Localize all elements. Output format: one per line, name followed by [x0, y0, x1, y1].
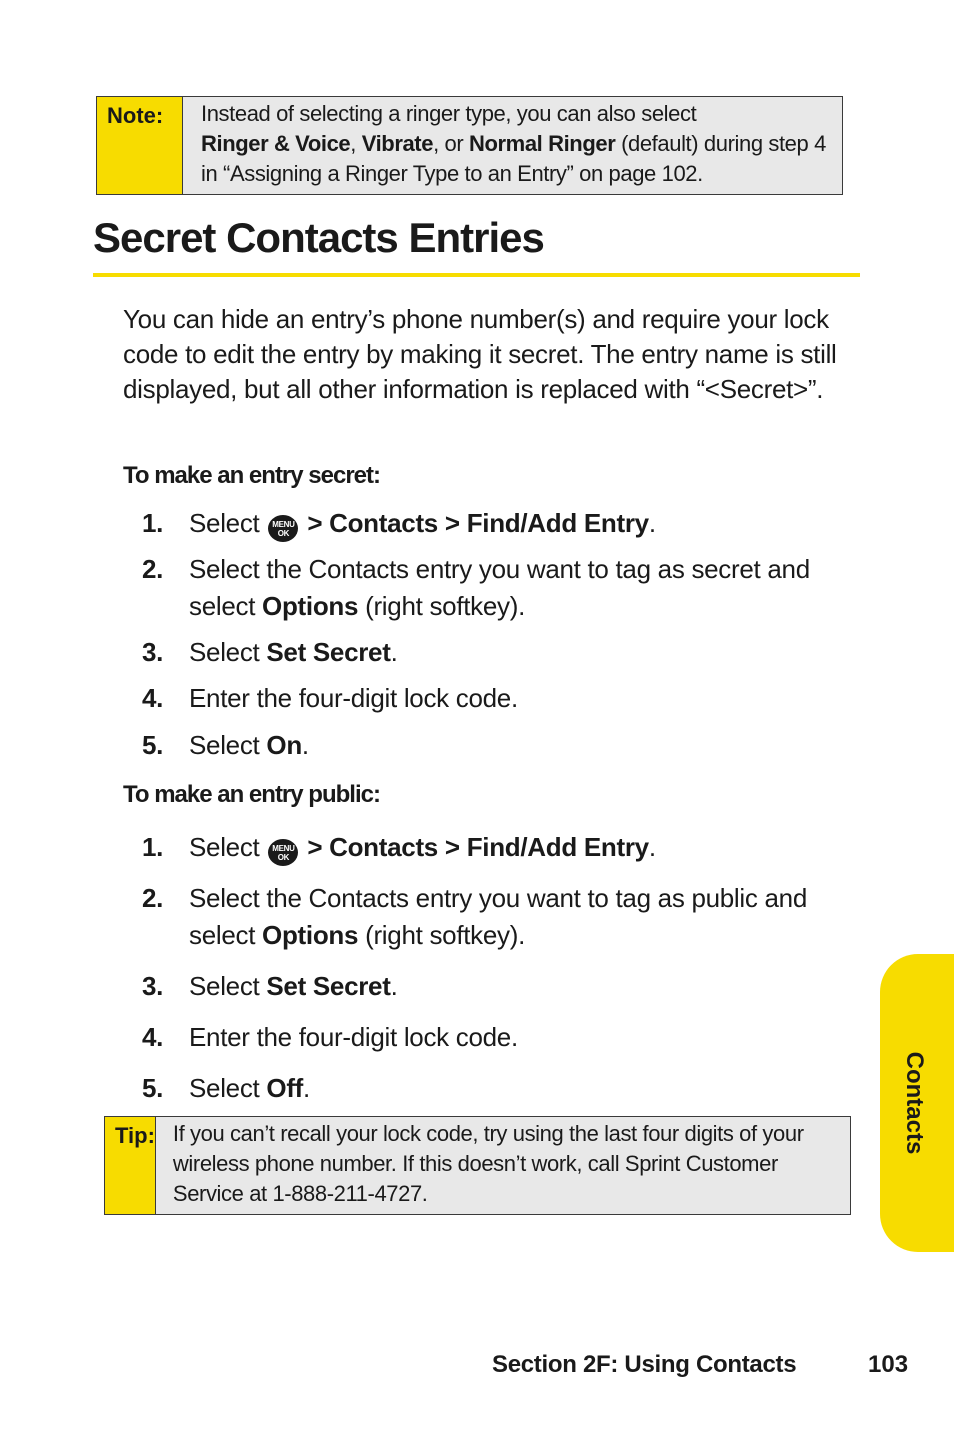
step-post: . [390, 637, 398, 667]
step-number: 5. [142, 730, 164, 760]
step-pre: Select the Contacts entry you want to tag as public and select [189, 883, 807, 950]
menu-icon-bottom: OK [277, 529, 290, 538]
step-post: . [390, 971, 398, 1001]
step-number: 4. [142, 1022, 164, 1052]
step-text: Enter the four-digit lock code. [189, 683, 518, 713]
note-line-2-tail: (default) during step 4 [615, 131, 826, 156]
step-text [189, 829, 852, 866]
step-text [189, 968, 852, 1005]
note-option-normal-ringer: Normal Ringer [468, 131, 616, 156]
step-bold: Set Secret [266, 971, 391, 1001]
step-text [189, 505, 852, 542]
secret-step-3 [142, 634, 852, 671]
tip-text: If you can’t recall your lock code, try using the last four digits of your wireless phone number. If this doesn’t work, call Sprint Customer Service at 1-888-211-4727. [172, 1121, 804, 1206]
step-number: 3. [142, 971, 164, 1001]
step-number: 3. [142, 637, 164, 667]
step-text [189, 551, 852, 625]
intro-paragraph: You can hide an entry’s phone number(s) and require your lock code to edit the entry by making it secret. The entry name is still displayed, but all other information is replaced with “<Secret>”. [123, 304, 837, 404]
secret-step-4 [142, 680, 852, 717]
step-text [189, 1070, 852, 1107]
step-bold: On [266, 730, 302, 760]
public-step-1 [142, 829, 852, 866]
secret-step-2 [142, 551, 852, 625]
secret-step-5 [142, 727, 852, 764]
step-pre: Select [189, 1073, 267, 1103]
menu-ok-icon [268, 839, 298, 866]
title-underline [93, 273, 860, 277]
page-title: Secret Contacts Entries [93, 214, 544, 261]
note-text [183, 97, 836, 194]
step-number: 1. [142, 832, 164, 862]
public-step-3 [142, 968, 852, 1005]
step-pre: Select [189, 730, 267, 760]
step-post: . [648, 508, 656, 538]
step-pre: Select [189, 508, 267, 538]
menu-icon-top: MENU [272, 520, 295, 529]
note-option-ringer-voice: Ringer & Voice [201, 131, 351, 156]
public-heading: To make an entry public: [123, 781, 380, 808]
menu-icon-bottom: OK [277, 853, 290, 862]
note-option-vibrate: Vibrate [361, 131, 434, 156]
step-bold: Options [262, 591, 359, 621]
step-bold: Options [262, 920, 359, 950]
menu-ok-icon [268, 515, 298, 542]
step-pre: Select the Contacts entry you want to tag as secret and select [189, 554, 810, 621]
note-line-1: Instead of selecting a ringer type, you can also select [201, 101, 697, 126]
step-bold: Off [266, 1073, 304, 1103]
step-pre: Select [189, 832, 267, 862]
step-number: 2. [142, 554, 164, 584]
step-number: 1. [142, 508, 164, 538]
note-separator: , [350, 131, 362, 156]
secret-step-1 [142, 505, 852, 542]
page-number: 103 [868, 1351, 909, 1378]
public-step-5 [142, 1070, 852, 1107]
step-number: 2. [142, 883, 164, 913]
side-tab-label: Contacts [901, 1051, 928, 1155]
step-text [189, 880, 852, 954]
note-line-2 [201, 129, 826, 159]
tip-box [104, 1116, 851, 1215]
step-number: 5. [142, 1073, 164, 1103]
note-label: Note: [97, 97, 183, 194]
step-pre: Select [189, 971, 267, 1001]
step-post: . [303, 1073, 310, 1103]
step-text [189, 634, 852, 671]
step-post: . [301, 730, 309, 760]
note-separator: , or [433, 131, 469, 156]
step-number: 4. [142, 683, 164, 713]
secret-heading: To make an entry secret: [123, 462, 381, 489]
menu-icon-top: MENU [272, 844, 295, 853]
step-post: (right softkey). [358, 920, 526, 950]
public-step-2 [142, 880, 852, 954]
step-bold: Set Secret [266, 637, 391, 667]
step-menu-path: > Contacts > Find/Add Entry [300, 832, 649, 862]
footer-section-title: Section 2F: Using Contacts [492, 1351, 797, 1378]
step-pre: Select [189, 637, 267, 667]
step-post: . [648, 832, 656, 862]
step-post: (right softkey). [358, 591, 526, 621]
note-line-3: in “Assigning a Ringer Type to an Entry” on page 102. [201, 161, 703, 186]
step-text: Enter the four-digit lock code. [189, 1022, 518, 1052]
tip-label: Tip: [105, 1117, 156, 1214]
note-box [96, 96, 843, 195]
step-text [189, 727, 852, 764]
public-step-4 [142, 1019, 852, 1056]
step-menu-path: > Contacts > Find/Add Entry [300, 508, 649, 538]
